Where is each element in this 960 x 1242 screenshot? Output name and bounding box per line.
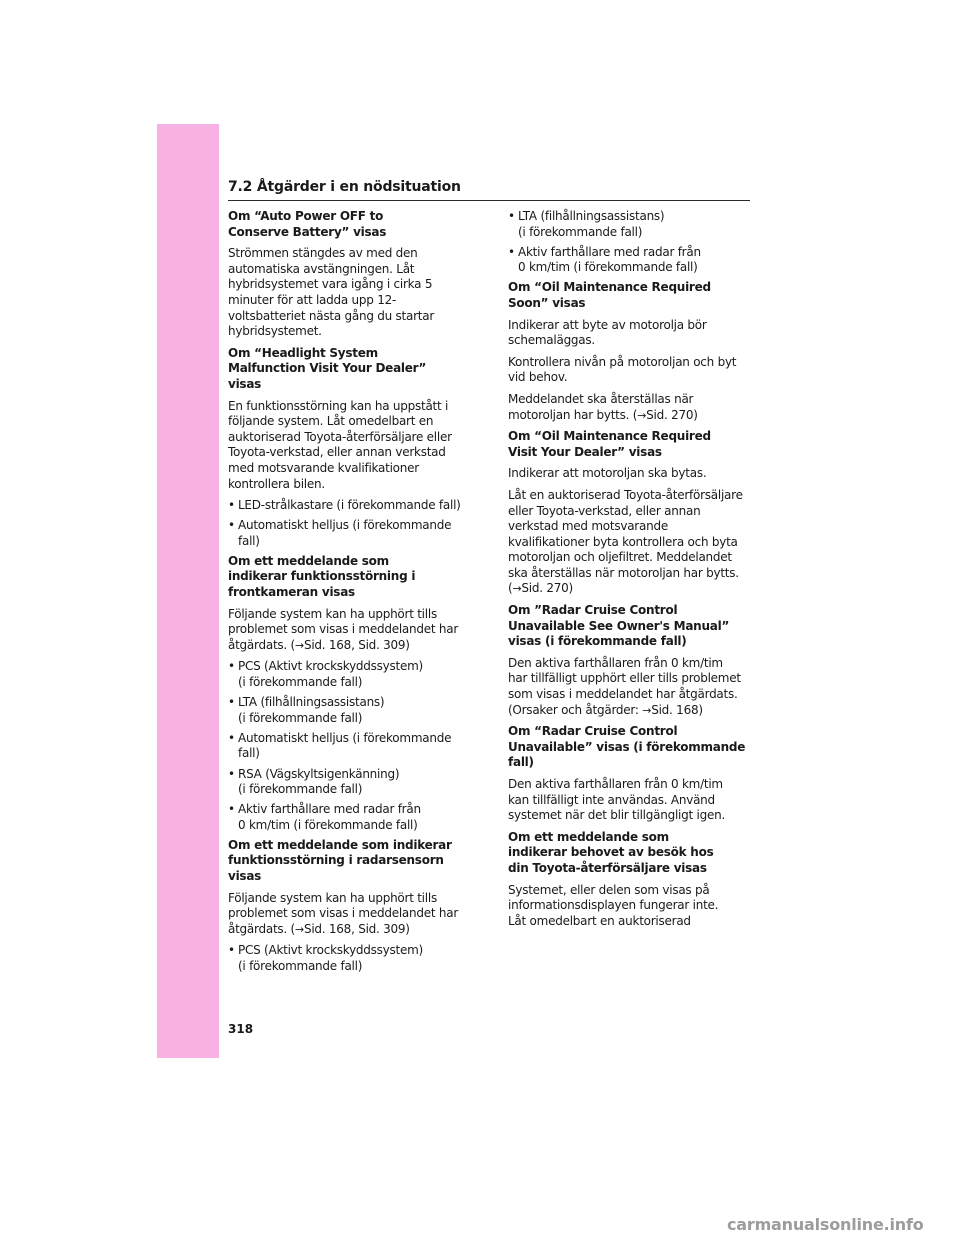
section-header [228, 178, 750, 201]
heading-oil-dealer: Om “Oil Maintenance Required Visit Your Dealer” visas [508, 429, 711, 459]
page-reference-link[interactable]: Sid. 168, Sid. 309) [303, 921, 410, 936]
list-item: • PCS (Aktivt krockskyddssystem) (i förekommande fall) [228, 943, 472, 974]
page-number: 318 [228, 1022, 254, 1036]
paragraph-radar-sensor: Följande system kan ha upphört tills problemet som visas i meddelandet har åtgärdats. (→Sid. 168, Sid. 309) [228, 890, 459, 936]
right-column [508, 209, 752, 935]
arrow-icon: → [295, 922, 304, 936]
page-reference-link[interactable]: Sid. 168) [651, 702, 703, 717]
paragraph-radar-unavailable-manual: Den aktiva farthållaren från 0 km/tim har tillfälligt upphört eller tills problemet som visas i meddelandet har åtgärdats. (Orsaker och åtgärder: →Sid. 168) [508, 655, 741, 717]
paragraph-front-camera: Följande system kan ha upphört tills problemet som visas i meddelandet har åtgärdats. (→Sid. 168, Sid. 309) [228, 606, 459, 652]
list-item: • LED-strålkastare (i förekommande fall) [228, 498, 463, 514]
arrow-icon: → [512, 582, 522, 596]
chapter-side-tab [157, 124, 219, 1058]
heading-auto-power-off: Om “Auto Power OFF to Conserve Battery” visas [228, 209, 387, 239]
list-item: • Aktiv farthållare med radar från 0 km/tim (i förekommande fall) [228, 802, 472, 833]
list-item: • Aktiv farthållare med radar från 0 km/tim (i förekommande fall) [508, 245, 752, 276]
paragraph-oil-soon: Indikerar att byte av motorolja bör schemaläggas. [508, 317, 707, 348]
watermark-link[interactable]: carmanualsonline.info [727, 1215, 924, 1234]
page-reference-link[interactable]: Sid. 168, Sid. 309) [303, 637, 410, 652]
paragraph-dealer-visit: Systemet, eller delen som visas på informationsdisplayen fungerar inte. Låt omedelbart en auktoriserad [508, 882, 719, 928]
heading-front-camera: Om ett meddelande som indikerar funktionsstörning i frontkameran visas [228, 553, 416, 600]
page-reference-link[interactable]: Sid. 270) [521, 581, 573, 596]
paragraph-auto-power-off: Strömmen stängdes av med den automatiska avstängningen. Låt hybridsystemet vara igång i cirka 5 minuter för att ladda upp 12-voltsbatteriet nästa gång du startar hybridsystemet. [228, 246, 435, 339]
heading-dealer-visit: Om ett meddelande som indikerar behovet av besök hos din Toyota-återförsäljare visas [508, 829, 714, 875]
list-item: • LTA (filhållningsassistans) (i förekommande fall) [228, 695, 472, 726]
list-item: • RSA (Vägskyltsigenkänning) (i förekommande fall) [228, 767, 472, 798]
heading-radar-sensor: Om ett meddelande som indikerar funktionsstörning i radarsensorn visas [228, 837, 452, 884]
left-column [228, 209, 472, 979]
page-reference-link[interactable]: Sid. 270) [646, 407, 698, 422]
paragraph-radar-unavailable: Den aktiva farthållaren från 0 km/tim kan tillfälligt inte användas. Använd systemet när det blir tillgängligt igen. [508, 777, 726, 823]
heading-headlight-malfunction: Om “Headlight System Malfunction Visit Your Dealer” visas [228, 345, 427, 391]
heading-radar-unavailable: Om “Radar Cruise Control Unavailable” visas (i förekommande fall) [508, 724, 746, 770]
arrow-icon: → [642, 703, 652, 717]
paragraph-oil-dealer: Indikerar att motoroljan ska bytas. [508, 466, 707, 481]
paragraph-oil-reset: Meddelandet ska återställas när motoroljan har bytts. (→Sid. 270) [508, 391, 698, 422]
arrow-icon: → [637, 408, 647, 422]
list-item: • PCS (Aktivt krockskyddssystem) (i förekommande fall) [228, 659, 472, 690]
heading-oil-soon: Om “Oil Maintenance Required Soon” visas [508, 280, 711, 310]
paragraph-oil-check: Kontrollera nivån på motoroljan och byt vid behov. [508, 354, 737, 385]
arrow-icon: → [295, 638, 304, 652]
list-item: • Automatiskt helljus (i förekommande fall) [228, 518, 470, 549]
paragraph-oil-dealer-detail: Låt en auktoriserad Toyota-återförsäljare eller Toyota-verkstad, eller annan verkstad med motsvarande kvalifikationer byta kontrollera och byta motoroljan och oljefiltret. Meddelandet ska återställas när motoroljan har bytts. (→Sid. 270) [508, 487, 743, 596]
section-title: 7.2 Åtgärder i en nödsituation [228, 179, 461, 195]
paragraph-headlight-malfunction: En funktionsstörning kan ha uppstått i följande system. Låt omedelbart en auktoriserad Toyota-återförsäljare eller Toyota-verkstad, eller annan verkstad med motsvarande kvalifikationer kontrollera bilen. [228, 398, 452, 491]
heading-radar-unavailable-manual: Om ”Radar Cruise Control Unavailable See Owner's Manual” visas (i förekommande fall) [508, 603, 730, 649]
list-item: • LTA (filhållningsassistans) (i förekommande fall) [508, 209, 752, 240]
list-item: • Automatiskt helljus (i förekommande fall) [228, 731, 470, 762]
